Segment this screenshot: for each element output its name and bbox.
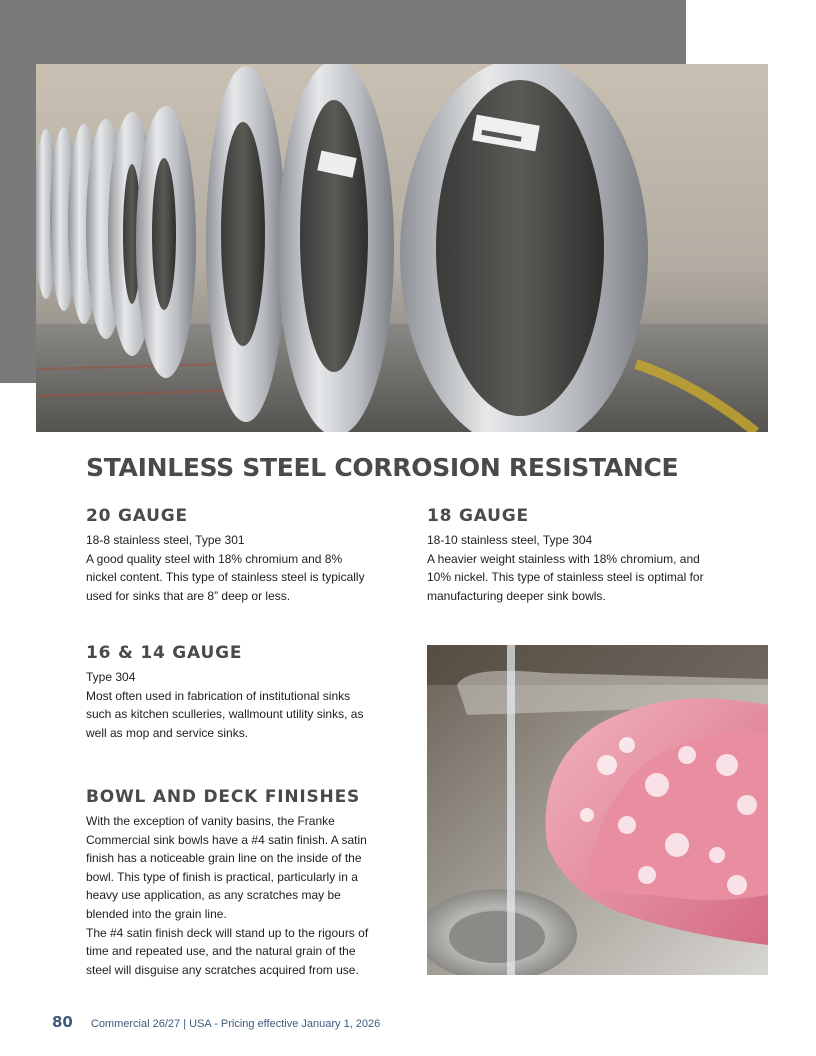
body-line: such as kitchen sculleries, wallmount utility sinks, as — [86, 707, 364, 722]
body-line: Commercial sink bowls have a #4 satin finish. A satin — [86, 832, 367, 847]
body-line: Most often used in fabrication of institutional sinks — [86, 688, 351, 703]
body-line: 10% nickel. This type of stainless steel is optimal for — [427, 570, 704, 585]
body-line: nickel content. This type of stainless steel is typically — [86, 570, 365, 585]
steel-coils-photo — [36, 64, 768, 432]
section-18-gauge — [427, 506, 757, 605]
body-line: heavy use application, as any scratches may be — [86, 888, 341, 903]
body-line: well as mop and service sinks. — [86, 725, 249, 740]
section-body — [86, 812, 406, 979]
body-line: A good quality steel with 18% chromium and 8% — [86, 551, 343, 566]
footer-text: Commercial 26/27 | USA - Pricing effective January 1, 2026 — [90, 1018, 381, 1030]
section-20-gauge — [86, 506, 406, 605]
handwashing-photo — [427, 645, 768, 975]
body-line: blended into the grain line. — [86, 906, 227, 921]
section-heading: BOWL AND DECK FINISHES — [86, 787, 361, 807]
body-line: The #4 satin finish deck will stand up to the rigours of — [86, 925, 369, 940]
section-heading: 16 & 14 GAUGE — [86, 643, 243, 663]
section-16-14-gauge — [86, 643, 406, 742]
body-line: steel will disguise any scratches acquired from use. — [86, 962, 359, 977]
body-line: time and repeated use, and the natural grain of the — [86, 944, 356, 959]
page-number: 80 — [52, 1013, 73, 1031]
body-line: used for sinks that are 8” deep or less. — [86, 588, 291, 603]
body-line: finish has a noticeable grain line on the inside of the — [86, 851, 362, 866]
section-body — [86, 668, 406, 742]
section-heading: 18 GAUGE — [427, 506, 529, 526]
section-heading: 20 GAUGE — [86, 506, 188, 526]
body-line: 18-10 stainless steel, Type 304 — [427, 533, 593, 547]
section-body — [86, 531, 406, 605]
section-bowl-deck-finishes — [86, 787, 406, 979]
body-line: 18-8 stainless steel, Type 301 — [86, 533, 245, 547]
body-line: With the exception of vanity basins, the Franke — [86, 814, 335, 828]
body-line: Type 304 — [86, 670, 136, 684]
body-line: bowl. This type of finish is practical, particularly in a — [86, 869, 358, 884]
page-title: STAINLESS STEEL CORROSION RESISTANCE — [86, 453, 679, 482]
body-line: manufacturing deeper sink bowls. — [427, 588, 606, 603]
section-body — [427, 531, 757, 605]
body-line: A heavier weight stainless with 18% chromium, and — [427, 551, 700, 566]
page-footer — [52, 1013, 380, 1031]
